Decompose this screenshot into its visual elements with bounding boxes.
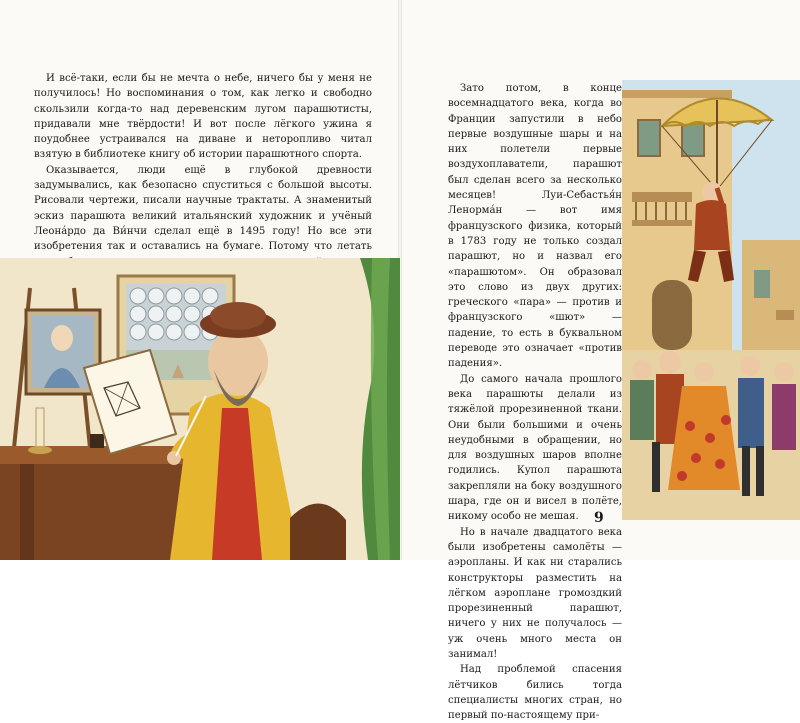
left-page-text: [34, 71, 372, 285]
right-page-text: [448, 81, 622, 723]
leonardo-illustration: [0, 258, 400, 560]
right-paragraph-2: До самого начала прошлого века парашюты делали из тяжёлой прорезиненной ткани. Они были большими и очень неудобными в обращении, но для воздушных шаров вполне годились. Купол парашюта закрепляли на боку воздушного шара, где он и висел в полёте, никому особо не мешая.: [448, 373, 622, 523]
lenormand-illustration: [622, 80, 800, 520]
leonardo-drawing: [0, 258, 400, 560]
left-paragraph-1: И всё-таки, если бы не мечта о небе, ничего бы у меня не получилось! Но воспоминания о том, как легко и свободно скользили когда-то над деревенским лугом парашютисты, придавали мне твёрдости! И вот после лёгкого ужина я поудобнее устраивался на диване и неторопливо читал взятую в библиотеке книгу об истории парашютного спорта.: [34, 73, 372, 161]
left-paragraph-2: Оказывается, люди ещё в глубокой древности задумывались, как безопасно спуститься с большой высоты. Рисовали чертежи, писали научные трактаты. А знаменитый эскиз парашюта великий итальянский художник и учёный Леона́рдо да Ви́нчи сделал ещё в 1495 году! Но все эти изобретения так и оставались на бумаге. Потому что летать: [34, 164, 372, 253]
right-paragraph-3: Но в начале двадцатого века были изобретены самолёты — аэропланы. И как ни старались конструкторы разместить на лёгком аэроплане громоздкий прорезиненный парашют, ничего у них не получалось — уж очень много места он занимал!: [448, 526, 622, 660]
right-paragraph-1: Зато потом, в конце восемнадцатого века, когда во Франции запустили в небо первые воздушные шары и на них полетели первые воздухоплаватели, парашют был сделан всего за несколько месяцев! Луи-Себастья́н Ленорма́н — вот имя французского физика, который в 1783 году не только создал парашют, но и назвал его «парашютом». Он образовал это слово из двух других: греческого «пара» — против и французского «шют» — падение, то есть в буквальном переводе это означает «против падения».: [448, 83, 622, 370]
lenormand-drawing: [622, 80, 800, 520]
page-number: 9: [594, 510, 604, 526]
right-paragraph-4: Над проблемой спасения лётчиков бились тогда специалисты многих стран, но первый по-настоящему при-: [448, 664, 622, 722]
crowd: [622, 350, 800, 520]
